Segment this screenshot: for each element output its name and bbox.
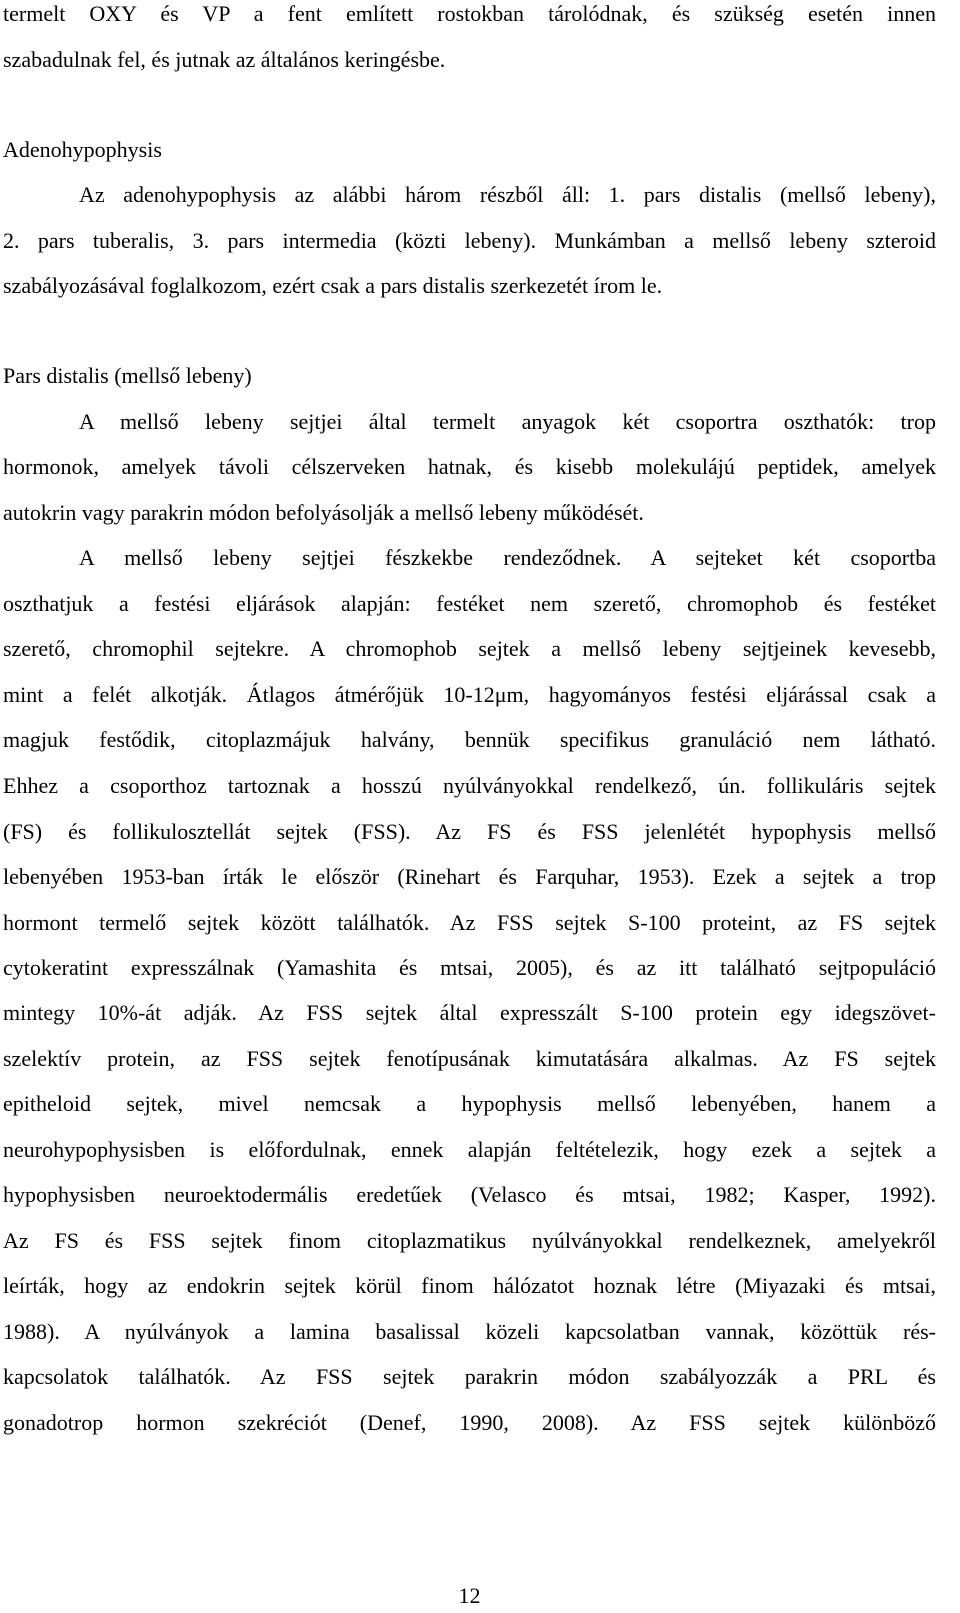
text-line: oszthatjuk a festési eljárások alapján: festéket nem szerető, chromophob és festéket: [3, 591, 936, 616]
text-line: lebenyében 1953-ban írták le először (Rinehart és Farquhar, 1953). Ezek a sejtek a trop: [3, 864, 936, 889]
text-line: kapcsolatok találhatók. Az FSS sejtek parakrin módon szabályozzák a PRL és: [3, 1364, 936, 1389]
text-line: szelektív protein, az FSS sejtek fenotípusának kimutatására alkalmas. Az FS sejtek: [3, 1046, 936, 1071]
text-line: A mellső lebeny sejtjei által termelt anyagok két csoportra oszthatók: trop: [79, 409, 936, 434]
text-line: mint a felét alkotják. Átlagos átmérőjük 10-12μm, hagyományos festési eljárással csak a: [3, 682, 936, 707]
text-line: cytokeratint expresszálnak (Yamashita és mtsai, 2005), és az itt található sejtpopuláció: [3, 955, 936, 980]
text-line: hormonok, amelyek távoli célszerveken hatnak, és kisebb molekulájú peptidek, amelyek: [3, 454, 936, 479]
text-line: termelt OXY és VP a fent említett rostokban tárolódnak, és szükség esetén innen: [3, 1, 936, 26]
text-line: szerető, chromophil sejtekre. A chromophob sejtek a mellső lebeny sejtjeinek kevesebb,: [3, 636, 936, 661]
text-line: hypophysisben neuroektodermális eredetűek (Velasco és mtsai, 1982; Kasper, 1992).: [3, 1182, 936, 1207]
text-line: epitheloid sejtek, mivel nemcsak a hypophysis mellső lebenyében, hanem a: [3, 1091, 936, 1116]
section-heading: Adenohypophysis: [3, 137, 162, 162]
section-heading: Pars distalis (mellső lebeny): [3, 363, 252, 388]
text-line: 2. pars tuberalis, 3. pars intermedia (közti lebeny). Munkámban a mellső lebeny szteroid: [3, 228, 936, 253]
text-line: Az FS és FSS sejtek finom citoplazmatikus nyúlványokkal rendelkeznek, amelyekről: [3, 1228, 936, 1253]
text-line: neurohypophysisben is előfordulnak, ennek alapján feltételezik, hogy ezek a sejtek a: [3, 1137, 936, 1162]
text-line: (FS) és follikulosztellát sejtek (FSS). Az FS és FSS jelenlétét hypophysis mellső: [3, 819, 936, 844]
text-line: autokrin vagy parakrin módon befolyásolják a mellső lebeny működését.: [3, 500, 644, 525]
text-line: Az adenohypophysis az alábbi három részből áll: 1. pars distalis (mellső lebeny),: [79, 182, 936, 207]
text-line: szabadulnak fel, és jutnak az általános keringésbe.: [3, 47, 446, 72]
text-line: Ehhez a csoporthoz tartoznak a hosszú nyúlványokkal rendelkező, ún. follikuláris sejtek: [3, 773, 936, 798]
text-line: gonadotrop hormon szekréciót (Denef, 1990, 2008). Az FSS sejtek különböző: [3, 1410, 936, 1435]
text-line: szabályozásával foglalkozom, ezért csak a pars distalis szerkezetét írom le.: [3, 273, 663, 298]
text-line: hormont termelő sejtek között találhatók. Az FSS sejtek S-100 proteint, az FS sejtek: [3, 910, 936, 935]
text-line: magjuk festődik, citoplazmájuk halvány, bennük specifikus granuláció nem látható.: [3, 727, 936, 752]
text-line: 1988). A nyúlványok a lamina basalissal közeli kapcsolatban vannak, közöttük rés-: [3, 1319, 936, 1344]
text-line: leírták, hogy az endokrin sejtek körül finom hálózatot hoznak létre (Miyazaki és mtsai,: [3, 1273, 936, 1298]
text-line: A mellső lebeny sejtjei fészkekbe rendeződnek. A sejteket két csoportba: [79, 545, 936, 570]
page-number: 12: [458, 1583, 481, 1608]
text-line: mintegy 10%-át adják. Az FSS sejtek által expresszált S-100 protein egy idegszövet-: [3, 1000, 936, 1025]
